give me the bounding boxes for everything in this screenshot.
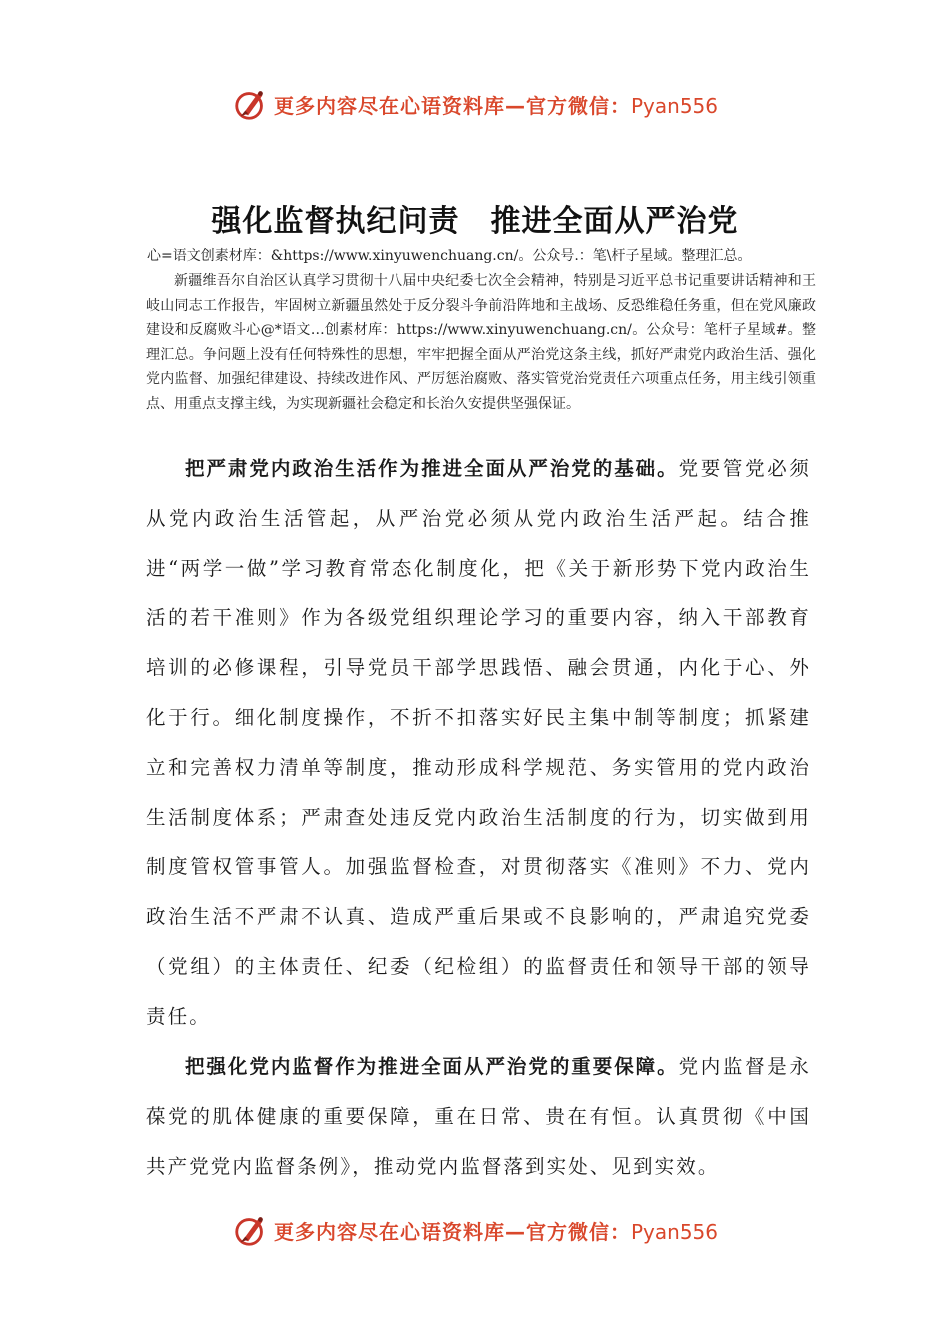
banner-text: 更多内容尽在心语资料库—官方微信：Pyan556	[273, 1219, 718, 1244]
footer-watermark-banner	[0, 1208, 950, 1252]
source-meta-line: 心=语文创素材库：&https://www.xinyuwenchuang.cn/。公众号.：笔\杆子星域。整理汇总。	[147, 248, 752, 264]
paragraph-lead: 把强化党内监督作为推进全面从严治党的重要保障。	[185, 1055, 679, 1078]
header-watermark-banner	[0, 82, 950, 126]
paragraph-body: 党要管党必须从党内政治生活管起，从严治党必须从党内政治生活严起。结合推进“两学一做”学习教育常态化制度化，把《关于新形势下党内政治生活的若干准则》作为各级党组织理论学习的重要内容，纳入干部教育培训的必修课程，引导党员干部学思践悟、融会贯通，内化于心、外化于行。细化制度操作，不折不扣落实好民主集中制等制度；抓紧建立和完善权力清单等制度，推动形成科学规范、务实管用的党内政治生活制度体系；严肃查处违反党内政治生活制度的行为，切实做到用制度管权管事管人。加强监督检查，对贯彻落实《准则》不力、党内政治生活不严肃不认真、造成严重后果或不良影响的，严肃追究党委（党组）的主体责任、纪委（纪检组）的监督责任和领导干部的领导责任。	[146, 457, 811, 1028]
banner-text: 更多内容尽在心语资料库—官方微信：Pyan556	[273, 93, 718, 118]
paragraph-body: 党内监督是永葆党的肌体健康的重要保障，重在日常、贵在有恒。认真贯彻《中国共产党党内监督条例》，推动党内监督落到实处、见到实效。	[146, 1055, 811, 1178]
wechat-id: Pyan556	[630, 93, 718, 118]
document-title: 强化监督执纪问责 推进全面从严治党	[211, 204, 739, 239]
wechat-id: Pyan556	[630, 1219, 718, 1244]
pen-nib-logo-icon	[232, 1211, 270, 1249]
body-paragraph-1	[146, 444, 811, 1042]
intro-paragraph: 新疆维吾尔自治区认真学习贯彻十八届中央纪委七次全会精神，特别是习近平总书记重要讲话精神和王岐山同志工作报告，牢固树立新疆虽然处于反分裂斗争前沿阵地和主战场、反恐维稳任务重，但在党风廉政建设和反腐败斗心@*语文…创素材库：https://www.xinyuwenchuang.cn/。公众号：笔杆子星域#。整理汇总。争问题上没有任何特殊性的思想，牢牢把握全面从严治党这条主线，抓好严肃党内政治生活、强化党内监督、加强纪律建设、持续改进作风、严厉惩治腐败、落实管党治党责任六项重点任务，用主线引领重点、用重点支撑主线，为实现新疆社会稳定和长治久安提供坚强保证。	[146, 273, 816, 412]
body-paragraph-2	[146, 1042, 811, 1191]
pen-nib-logo-icon	[232, 85, 270, 123]
paragraph-lead: 把严肃党内政治生活作为推进全面从严治党的基础。	[185, 457, 679, 480]
